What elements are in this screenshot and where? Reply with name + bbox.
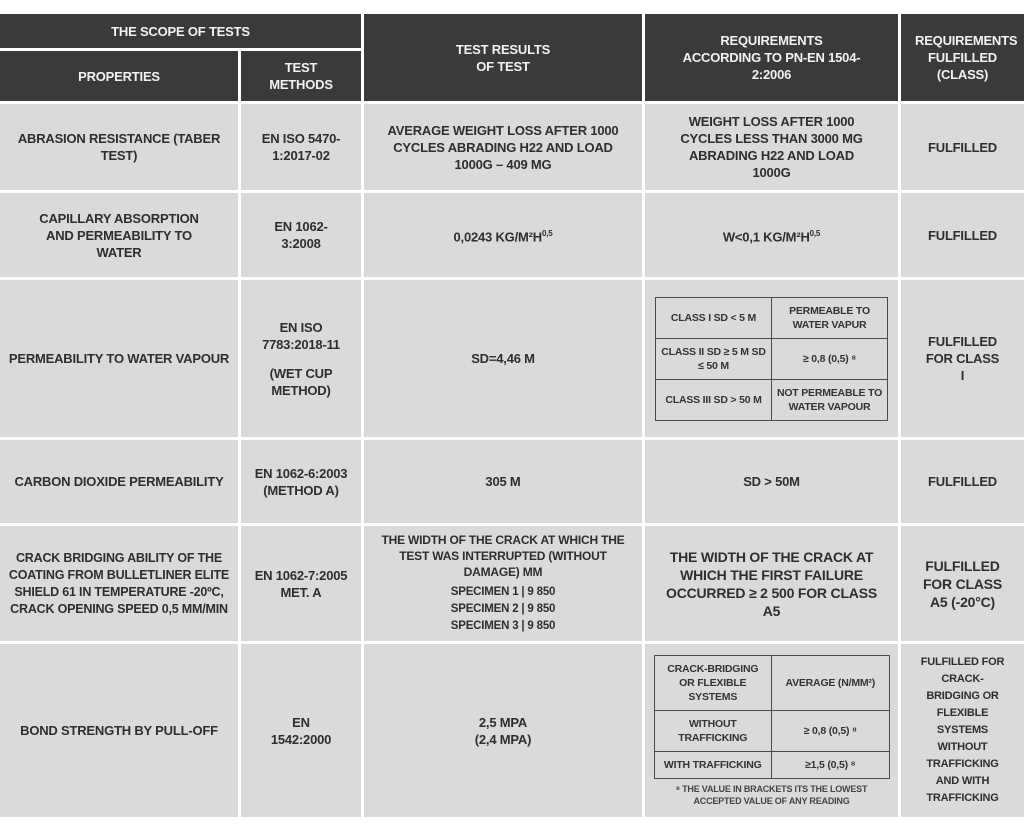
table-row-status xyxy=(901,104,1024,193)
result-value: 0,0243 KG/M²H xyxy=(453,229,542,245)
status-text: FULFILLED FOR CLASS A5 (-20°C) xyxy=(922,557,1003,610)
status-text: FULFILLED xyxy=(928,139,997,155)
status-text: FULFILLED xyxy=(928,227,997,243)
result-text: 2,5 MPA xyxy=(478,714,528,730)
vapour-class-cell: PERMEABLE TO WATER VAPUR xyxy=(772,297,888,338)
table-row-result xyxy=(364,440,645,526)
table-row-method xyxy=(241,526,364,644)
header-results-label: TEST RESULTS OF TEST xyxy=(455,41,551,74)
property-text: BOND STRENGTH BY PULL-OFF xyxy=(20,723,218,738)
method-text: EN 1542:2000 xyxy=(270,714,332,747)
vapour-class-cell: NOT PERMEABLE TO WATER VAPOUR xyxy=(772,379,888,420)
bond-strength-cell: WITH TRAFFICKING xyxy=(654,751,772,778)
method-text: EN ISO 7783:2018-11 xyxy=(262,319,340,352)
vapour-class-table xyxy=(655,297,888,421)
vapour-class-row xyxy=(656,379,888,420)
specimen-item: SPECIMEN 2 | 9 850 xyxy=(450,603,556,615)
property-text: CAPILLARY ABSORPTION AND PERMEABILITY TO WATER xyxy=(39,210,199,260)
table-row-status xyxy=(901,440,1024,526)
header-scope xyxy=(0,14,364,51)
table-row-result xyxy=(364,280,645,440)
header-properties-label: PROPERTIES xyxy=(78,68,160,84)
header-results xyxy=(364,14,645,104)
table-row-method xyxy=(241,440,364,526)
bond-strength-cell: ≥1,5 (0,5) ⁸ xyxy=(772,751,890,778)
result-text: SD=4,46 M xyxy=(471,351,535,366)
vapour-class-row xyxy=(656,297,888,338)
vapour-class-cell: CLASS II SD ≥ 5 M SD ≤ 50 M xyxy=(656,338,772,379)
crack-result-intro: THE WIDTH OF THE CRACK AT WHICH THE TEST WAS INTERRUPTED (WITHOUT DAMAGE) ΜM xyxy=(381,533,625,579)
table-row-method xyxy=(241,644,364,817)
table-row-requirement xyxy=(645,526,901,644)
header-scope-label: THE SCOPE OF TESTS xyxy=(111,23,250,39)
requirement-text xyxy=(723,225,820,245)
result-text: 305 M xyxy=(485,474,521,489)
bond-strength-footnote: ⁸ THE VALUE IN BRACKETS ITS THE LOWEST ACCEPTED VALUE OF ANY READING xyxy=(675,783,868,806)
property-text: CRACK BRIDGING ABILITY OF THE COATING FROM BULLETLINER ELITE SHIELD 61 IN TEMPERATURE -20ºC, CRACK OPENING SPEED 0,5 MM/MIN xyxy=(8,550,230,616)
method-note: (WET CUP METHOD) xyxy=(269,365,333,398)
table-row-property xyxy=(0,280,241,440)
result-exponent: 0,5 xyxy=(541,228,553,238)
header-requirements xyxy=(645,14,901,104)
method-text: EN ISO 5470-1:2017-02 xyxy=(261,131,341,163)
vapour-class-cell: ≥ 0,8 (0,5) ⁸ xyxy=(772,338,888,379)
table-row-requirement xyxy=(645,440,901,526)
table-row-status xyxy=(901,280,1024,440)
bond-strength-cell: ≥ 0,8 (0,5) ⁸ xyxy=(772,710,890,751)
table-row-property xyxy=(0,193,241,280)
status-text: FULFILLED FOR CRACK-BRIDGING OR FLEXIBLE SYSTEMS WITHOUT TRAFFICKING AND WITH TRAFFICKING xyxy=(920,656,1005,804)
table-row-requirement xyxy=(645,280,901,440)
header-requirements-label: REQUIREMENTS ACCORDING TO PN-EN 1504-2:2006 xyxy=(682,33,861,82)
table-row-method xyxy=(241,104,364,193)
header-fulfilled xyxy=(901,14,1024,104)
table-row-method xyxy=(241,193,364,280)
bond-strength-row xyxy=(654,655,889,710)
requirement-text: SD > 50M xyxy=(743,474,800,489)
table-row-requirement xyxy=(645,644,901,817)
method-text: EN 1062-3:2008 xyxy=(274,219,328,251)
table-row-result xyxy=(364,104,645,193)
header-properties xyxy=(0,51,241,104)
table-row-property xyxy=(0,440,241,526)
table-row-property xyxy=(0,526,241,644)
table-row-property xyxy=(0,644,241,817)
bond-strength-table xyxy=(654,655,890,779)
table-row-status xyxy=(901,526,1024,644)
status-text: FULFILLED xyxy=(928,474,997,489)
specimen-item: SPECIMEN 3 | 9 850 xyxy=(450,620,556,632)
bond-strength-row xyxy=(654,751,889,778)
requirement-value: W<0,1 KG/M²H xyxy=(722,229,810,245)
vapour-class-cell: CLASS III SD > 50 M xyxy=(656,379,772,420)
specimen-item: SPECIMEN 1 | 9 850 xyxy=(450,586,556,598)
method-text: EN 1062-6:2003 (METHOD A) xyxy=(254,465,348,498)
header-fulfilled-label: REQUIREMENTS FULFILLED (CLASS) xyxy=(915,33,1018,82)
table-row-result xyxy=(364,526,645,644)
result-text: AVERAGE WEIGHT LOSS AFTER 1000 CYCLES ABRADING H22 AND LOAD 1000G – 409 MG xyxy=(387,122,619,172)
table-row-requirement xyxy=(645,193,901,280)
requirement-text: WEIGHT LOSS AFTER 1000 CYCLES LESS THAN 3000 MG ABRADING H22 AND LOAD 1000G xyxy=(680,114,863,180)
header-methods xyxy=(241,51,364,104)
property-text: ABRASION RESISTANCE (TABER TEST) xyxy=(17,131,221,163)
bond-strength-cell: WITHOUT TRAFFICKING xyxy=(654,710,772,751)
vapour-class-row xyxy=(656,338,888,379)
table-row-status xyxy=(901,193,1024,280)
table-row-result xyxy=(364,193,645,280)
status-text: FULFILLED FOR CLASS I xyxy=(925,334,1000,383)
method-text: EN 1062-7:2005 MET. A xyxy=(254,567,348,600)
bond-strength-row xyxy=(654,710,889,751)
result-note: (2,4 MPA) xyxy=(474,731,532,747)
property-text: PERMEABILITY TO WATER VAPOUR xyxy=(8,351,230,366)
table-row-method xyxy=(241,280,364,440)
test-results-table xyxy=(0,14,1024,819)
requirement-exponent: 0,5 xyxy=(809,228,821,238)
header-methods-label: TEST METHODS xyxy=(269,60,333,92)
table-row-result xyxy=(364,644,645,817)
result-text xyxy=(454,225,553,245)
bond-strength-cell: CRACK-BRIDGING OR FLEXIBLE SYSTEMS xyxy=(654,655,772,710)
table-row-status xyxy=(901,644,1024,817)
bond-strength-cell: AVERAGE (N/MM²) xyxy=(772,655,890,710)
property-text: CARBON DIOXIDE PERMEABILITY xyxy=(14,474,224,489)
table-row-property xyxy=(0,104,241,193)
vapour-class-cell: CLASS I SD < 5 M xyxy=(656,297,772,338)
requirement-text: THE WIDTH OF THE CRACK AT WHICH THE FIRST FAILURE OCCURRED ≥ 2 500 FOR CLASS A5 xyxy=(666,548,877,619)
table-row-requirement xyxy=(645,104,901,193)
